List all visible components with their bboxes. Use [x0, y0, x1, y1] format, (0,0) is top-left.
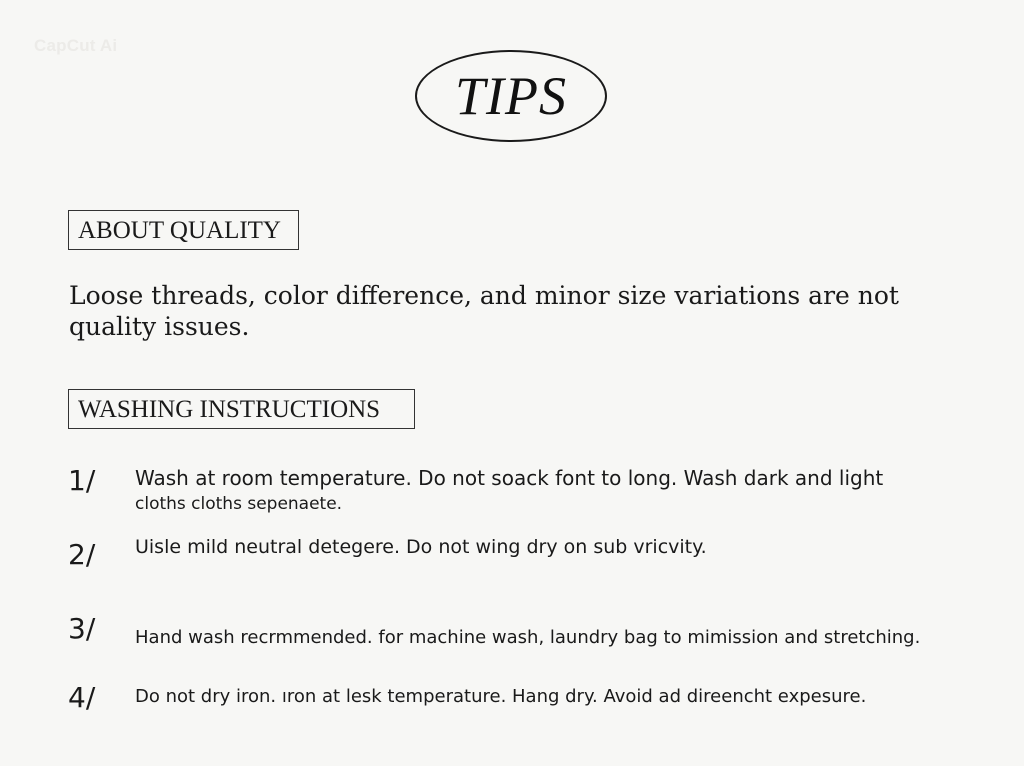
step-2-text: Uisle mild neutral detegere. Do not wing dry on sub vricvity. — [135, 536, 707, 558]
watermark-logo: CapCut Ai — [34, 36, 118, 55]
title-oval — [415, 50, 607, 142]
step-1-line-1: Wash at room temperature. Do not soack font to long. Wash dark and light — [135, 466, 884, 490]
quality-text: Loose threads, color difference, and minor size variations are not quality issues. — [69, 281, 899, 341]
about-quality-label: ABOUT QUALITY — [78, 216, 281, 244]
step-4-number: 4/ — [68, 681, 96, 714]
step-1-number: 1/ — [68, 464, 96, 497]
step-1-text — [135, 466, 883, 514]
washing-instructions-label: WASHING INSTRUCTIONS — [78, 395, 381, 423]
step-1-line-2: cloths cloths sepenaete. — [135, 494, 343, 514]
step-3-number: 3/ — [68, 612, 96, 645]
step-4-text: Do not dry iron. ıron at lesk temperature. Hang dry. Avoid ad direencht expesure. — [135, 686, 867, 707]
page-title: TIPS — [455, 66, 567, 126]
step-2-number: 2/ — [68, 538, 96, 571]
washing-instructions-header — [68, 389, 415, 429]
about-quality-header — [68, 210, 299, 250]
step-3-text: Hand wash recrmmended. for machine wash, laundry bag to mimission and stretching. — [135, 627, 921, 648]
